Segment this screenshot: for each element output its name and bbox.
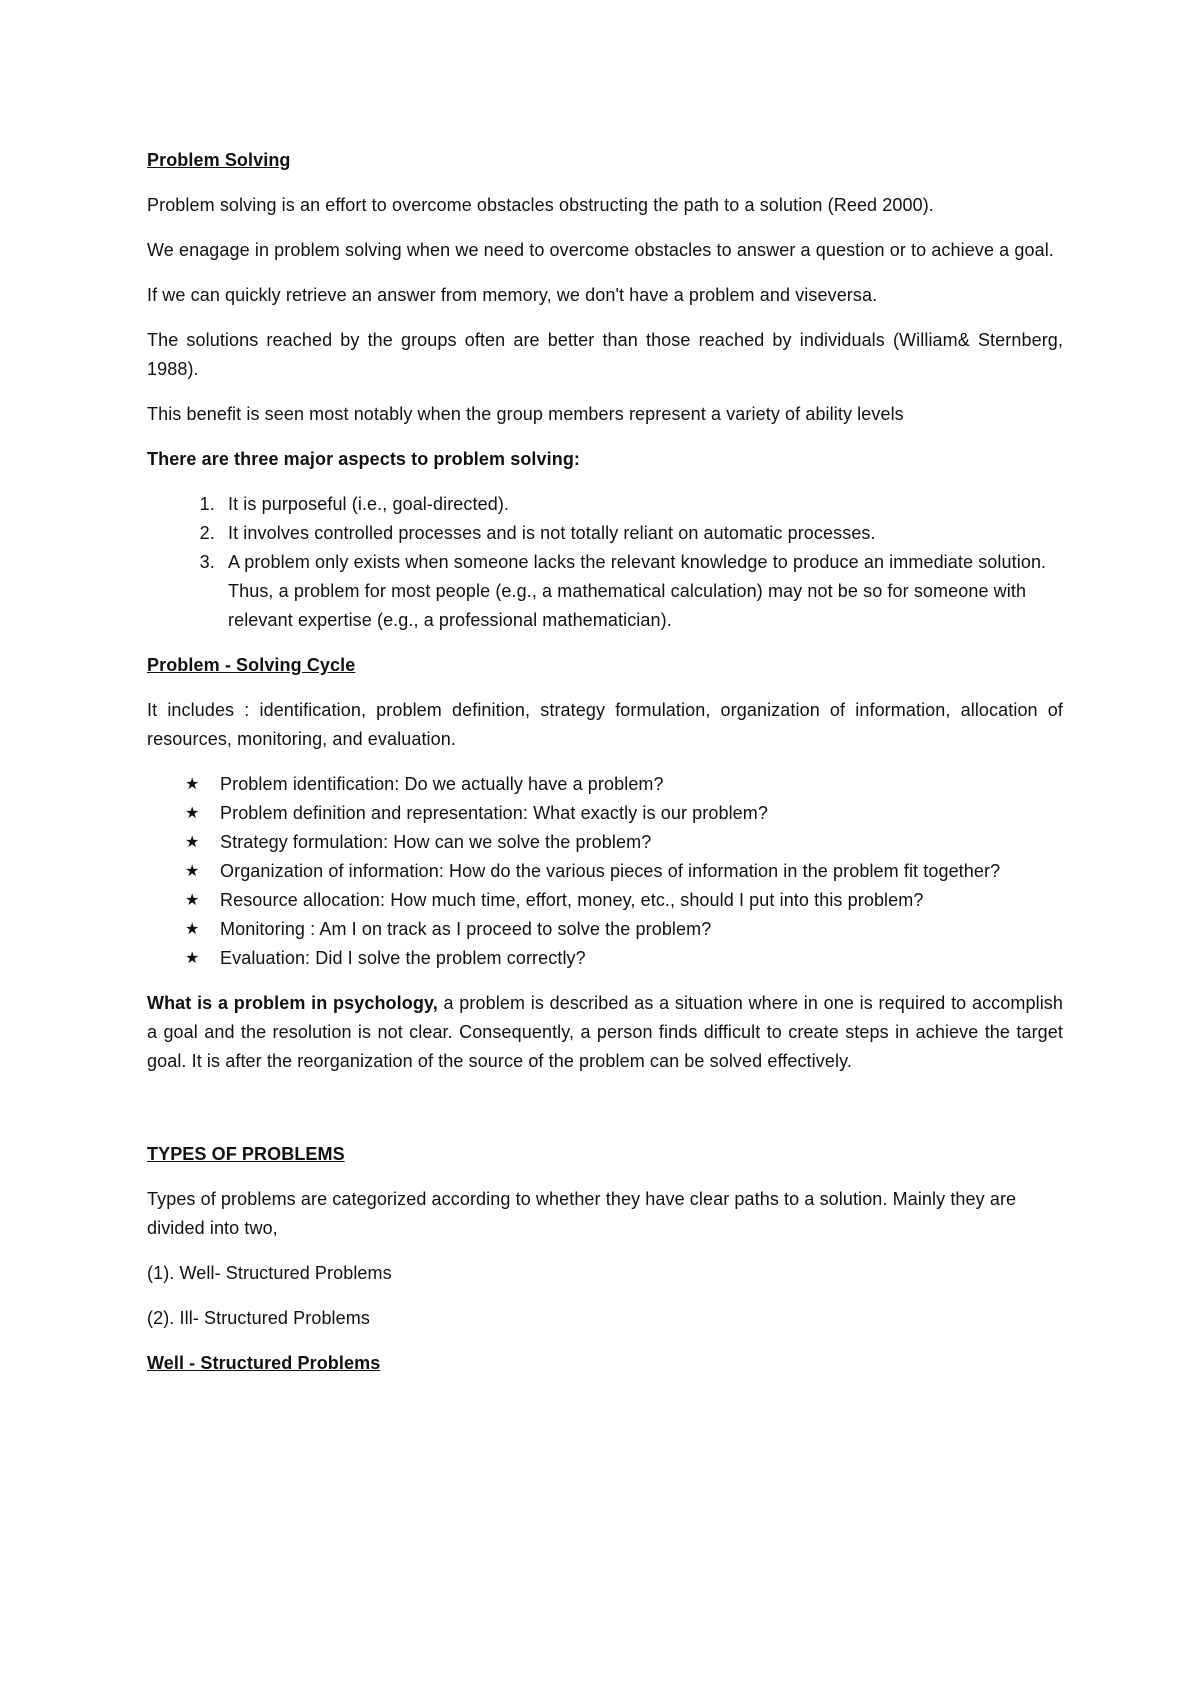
cycle-item: ★ Evaluation: Did I solve the problem correctly? <box>147 944 1063 973</box>
type-well-structured: (1). Well- Structured Problems <box>147 1263 392 1283</box>
heading-solving-cycle: Problem - Solving Cycle <box>147 655 356 675</box>
star-icon: ★ <box>185 892 200 909</box>
heading-types-of-problems: TYPES OF PROBLEMS <box>147 1144 345 1164</box>
paragraph-cycle-intro: It includes : identification, problem definition, strategy formulation, organization of information, allocation of resources, monitoring, and evaluation. <box>147 700 1063 749</box>
cycle-item: ★ Problem definition and representation: What exactly is our problem? <box>147 799 1063 828</box>
heading-well-structured: Well - Structured Problems <box>147 1353 381 1373</box>
type-ill-structured: (2). Ill- Structured Problems <box>147 1308 370 1328</box>
paragraph-benefit: This benefit is seen most notably when the group members represent a variety of ability levels <box>147 404 904 424</box>
cycle-item: ★ Strategy formulation: How can we solve the problem? <box>147 828 1063 857</box>
paragraph-engage: We enagage in problem solving when we need to overcome obstacles to answer a question or to achieve a goal. <box>147 240 1054 260</box>
document-body <box>147 146 1063 1378</box>
cycle-list <box>147 770 1063 973</box>
cycle-item: ★ Problem identification: Do we actually have a problem? <box>147 770 1063 799</box>
cycle-item: ★ Monitoring : Am I on track as I proceed to solve the problem? <box>147 915 1063 944</box>
star-icon: ★ <box>185 863 200 880</box>
psychology-lead: What is a problem in psychology, <box>147 993 438 1013</box>
aspect-item: 2. It involves controlled processes and is not totally reliant on automatic processes. <box>220 519 1063 548</box>
star-icon: ★ <box>185 950 200 967</box>
aspect-item: 3. A problem only exists when someone lacks the relevant knowledge to produce an immediate solution. Thus, a problem for most people (e.g., a mathematical calculation) may not be so for someone with relevant expertise (e.g., a professional mathematician). <box>220 548 1063 635</box>
cycle-item: ★ Resource allocation: How much time, effort, money, etc., should I put into this problem? <box>147 886 1063 915</box>
heading-problem-solving: Problem Solving <box>147 150 291 170</box>
cycle-item: ★ Organization of information: How do the various pieces of information in the problem fit together? <box>147 857 1063 886</box>
paragraph-psychology <box>147 989 1063 1076</box>
psychology-text: a problem is described as a situation where in one is required to accomplish a goal and the resolution is not clear. Consequently, a person finds difficult to create steps in achieve the target goal. It is after the reorganization of the source of the problem can be solved effectively. <box>147 993 1063 1071</box>
paragraph-groups: The solutions reached by the groups often are better than those reached by individuals (William& Sternberg, 1988). <box>147 330 1063 379</box>
paragraph-memory: If we can quickly retrieve an answer from memory, we don't have a problem and viseversa. <box>147 285 878 305</box>
heading-three-aspects: There are three major aspects to problem solving: <box>147 449 581 469</box>
star-icon: ★ <box>185 805 200 822</box>
aspect-item: 1. It is purposeful (i.e., goal-directed). <box>220 490 1063 519</box>
star-icon: ★ <box>185 776 200 793</box>
star-icon: ★ <box>185 834 200 851</box>
aspects-list <box>147 490 1063 635</box>
star-icon: ★ <box>185 921 200 938</box>
paragraph-types: Types of problems are categorized according to whether they have clear paths to a solution. Mainly they are divided into two, <box>147 1189 1017 1238</box>
paragraph-definition: Problem solving is an effort to overcome obstacles obstructing the path to a solution (Reed 2000). <box>147 195 934 215</box>
